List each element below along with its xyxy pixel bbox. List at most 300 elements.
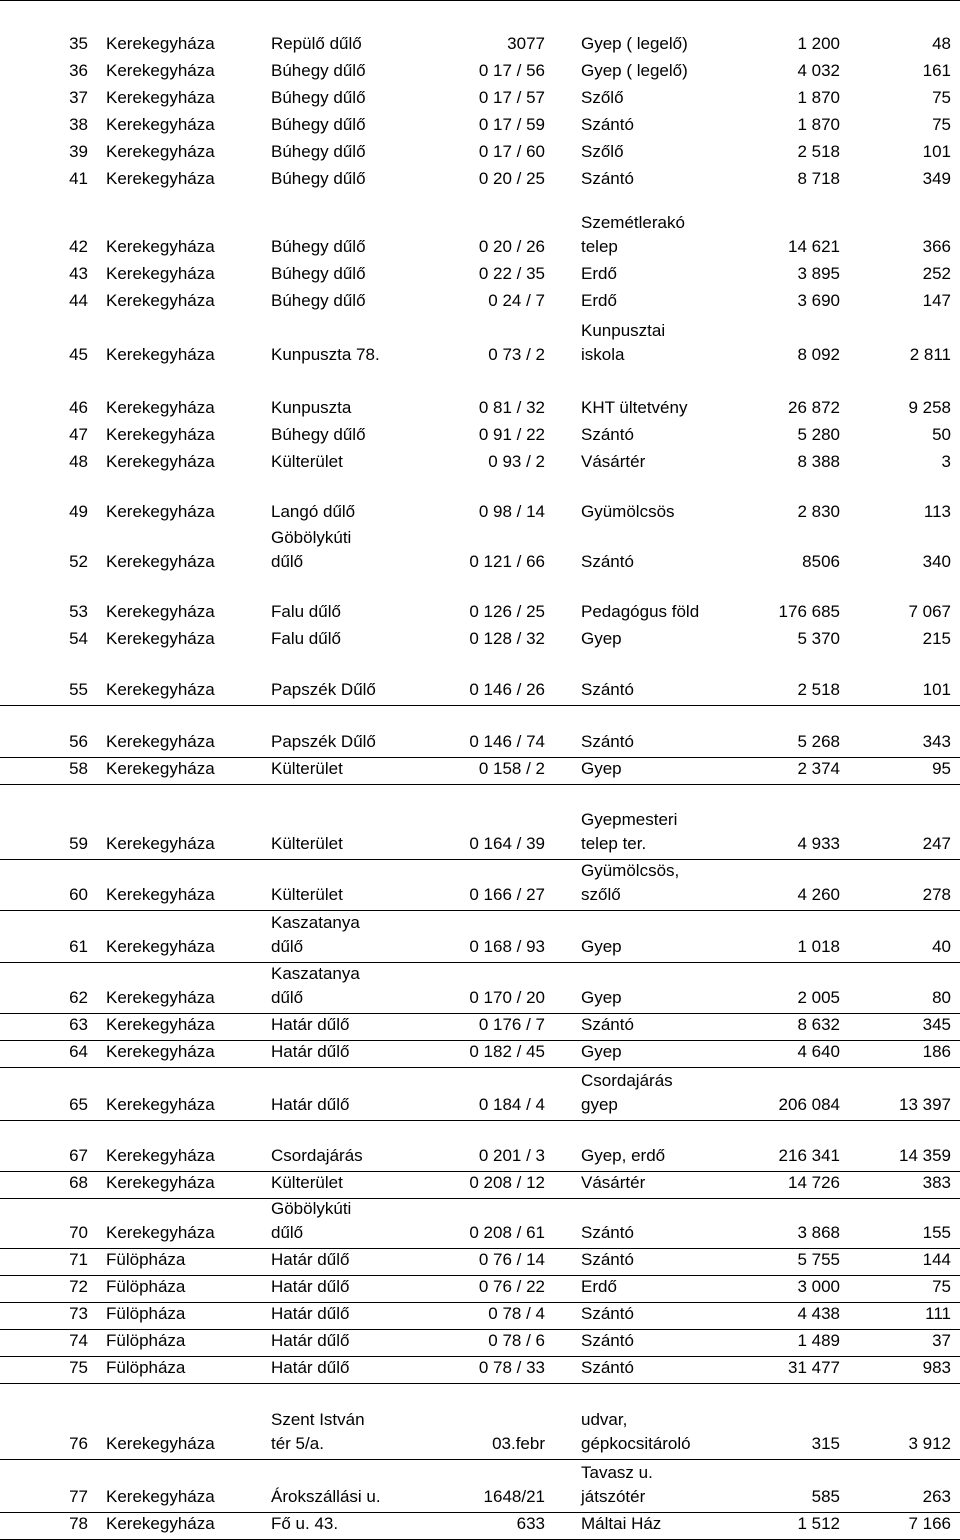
- cell-row-number: 56: [69, 732, 88, 751]
- cell-land-use: Tavasz u. játszótér: [581, 1463, 653, 1506]
- cell-location: Határ dűlő: [271, 1250, 350, 1269]
- cell-settlement: Kerekegyháza: [106, 88, 215, 107]
- cell-area: 2 518: [797, 142, 840, 161]
- cell-row-number: 38: [69, 115, 88, 134]
- cell-land-use: Gyümölcsös, szőlő: [581, 861, 680, 904]
- cell-row-number: 77: [69, 1487, 88, 1506]
- cell-row-number: 68: [69, 1173, 88, 1192]
- cell-parcel-number: 0 17 / 60: [478, 142, 545, 161]
- cell-location: Külterület: [271, 1173, 343, 1192]
- cell-land-use: Gyep ( legelő): [581, 61, 688, 80]
- cell-area: 4 438: [797, 1304, 840, 1323]
- cell-parcel-number: 0 158 / 2: [478, 759, 545, 778]
- cell-row-number: 35: [69, 34, 88, 53]
- table-row: [0, 1460, 960, 1513]
- cell-value: 7 166: [908, 1514, 951, 1533]
- cell-row-number: 61: [69, 937, 88, 956]
- cell-row-number: 71: [69, 1250, 88, 1269]
- cell-parcel-number: 0 76 / 22: [478, 1277, 545, 1296]
- cell-area: 585: [811, 1487, 840, 1506]
- cell-land-use: Szemétlerakó telep: [581, 213, 685, 256]
- cell-row-number: 59: [69, 834, 88, 853]
- table-row: [0, 59, 960, 86]
- cell-location: Határ dűlő: [271, 1277, 350, 1296]
- cell-settlement: Kerekegyháza: [106, 552, 215, 571]
- cell-area: 2 518: [797, 680, 840, 699]
- cell-location: Búhegy dűlő: [271, 264, 366, 283]
- cell-value: 113: [923, 502, 951, 521]
- cell-settlement: Kerekegyháza: [106, 680, 215, 699]
- cell-location: Kunpuszta 78.: [271, 345, 380, 364]
- cell-settlement: Kerekegyháza: [106, 1015, 215, 1034]
- cell-land-use: Gyep: [581, 629, 622, 648]
- cell-value: 983: [922, 1358, 951, 1377]
- cell-settlement: Kerekegyháza: [106, 1514, 215, 1533]
- cell-land-use: KHT ültetvény: [581, 398, 688, 417]
- cell-location: Fő u. 43.: [271, 1514, 339, 1533]
- table-row: [0, 911, 960, 963]
- cell-land-use: Gyep ( legelő): [581, 34, 688, 53]
- cell-area: 8 388: [797, 452, 840, 471]
- cell-location: Búhegy dűlő: [271, 142, 366, 161]
- table-row: [0, 654, 960, 706]
- cell-parcel-number: 0 17 / 59: [478, 115, 545, 134]
- cell-area: 5 755: [797, 1250, 840, 1269]
- cell-parcel-number: 0 78 / 6: [488, 1331, 545, 1350]
- cell-parcel-number: 0 17 / 57: [478, 88, 545, 107]
- cell-row-number: 78: [69, 1514, 88, 1533]
- cell-value: 9 258: [908, 398, 951, 417]
- cell-location: Göbölykúti dűlő: [271, 528, 352, 571]
- cell-location: Külterület: [271, 885, 343, 904]
- cell-settlement: Fülöpháza: [106, 1277, 186, 1296]
- cell-location: Langó dűlő: [271, 502, 356, 521]
- cell-settlement: Kerekegyháza: [106, 502, 215, 521]
- cell-land-use: Erdő: [581, 291, 617, 310]
- table-row: [0, 1330, 960, 1357]
- cell-value: 3 912: [908, 1434, 951, 1453]
- cell-area: 3 895: [797, 264, 840, 283]
- cell-value: 80: [932, 988, 951, 1007]
- cell-parcel-number: 0 17 / 56: [478, 61, 545, 80]
- cell-row-number: 43: [69, 264, 88, 283]
- cell-location: Külterület: [271, 452, 343, 471]
- cell-settlement: Fülöpháza: [106, 1304, 186, 1323]
- cell-settlement: Kerekegyháza: [106, 1487, 215, 1506]
- cell-row-number: 53: [69, 602, 88, 621]
- cell-land-use: Erdő: [581, 264, 617, 283]
- cell-location: Búhegy dűlő: [271, 88, 366, 107]
- cell-row-number: 47: [69, 425, 88, 444]
- table-row: [0, 113, 960, 140]
- cell-value: 40: [932, 937, 951, 956]
- cell-settlement: Kerekegyháza: [106, 629, 215, 648]
- cell-row-number: 62: [69, 988, 88, 1007]
- cell-settlement: Kerekegyháza: [106, 1173, 215, 1192]
- cell-land-use: Szántó: [581, 732, 634, 751]
- table-row: [0, 577, 960, 627]
- cell-land-use: Vásártér: [581, 1173, 646, 1192]
- cell-land-use: Szántó: [581, 1223, 634, 1242]
- table-row: [0, 1513, 960, 1540]
- cell-row-number: 39: [69, 142, 88, 161]
- cell-parcel-number: 0 81 / 32: [478, 398, 545, 417]
- cell-land-use: Szántó: [581, 1358, 634, 1377]
- cell-land-use: Szántó: [581, 115, 634, 134]
- cell-land-use: Szántó: [581, 169, 634, 188]
- cell-location: Határ dűlő: [271, 1304, 350, 1323]
- table-row: [0, 477, 960, 527]
- cell-parcel-number: 0 146 / 74: [469, 732, 545, 751]
- cell-location: Búhegy dűlő: [271, 115, 366, 134]
- cell-land-use: Szántó: [581, 1304, 634, 1323]
- cell-settlement: Kerekegyháza: [106, 34, 215, 53]
- cell-value: 144: [922, 1250, 951, 1269]
- cell-value: 95: [932, 759, 951, 778]
- table-row: [0, 86, 960, 113]
- cell-parcel-number: 0 126 / 25: [469, 602, 545, 621]
- cell-location: Kaszatanya dűlő: [271, 964, 360, 1007]
- cell-land-use: Kunpusztai iskola: [581, 321, 666, 364]
- cell-land-use: Gyep: [581, 937, 622, 956]
- cell-land-use: Máltai Ház: [581, 1514, 662, 1533]
- table-row: [0, 316, 960, 370]
- cell-settlement: Kerekegyháza: [106, 988, 215, 1007]
- cell-parcel-number: 0 73 / 2: [488, 345, 545, 364]
- cell-land-use: Gyepmesteri telep ter.: [581, 810, 678, 853]
- cell-row-number: 73: [69, 1304, 88, 1323]
- cell-value: 215: [922, 629, 951, 648]
- cell-parcel-number: 633: [516, 1514, 545, 1533]
- cell-area: 1 512: [797, 1514, 840, 1533]
- cell-land-use: Gyep, erdő: [581, 1146, 666, 1165]
- table-row: [0, 1303, 960, 1330]
- cell-location: Kaszatanya dűlő: [271, 913, 360, 956]
- cell-land-use: Erdő: [581, 1277, 617, 1296]
- cell-land-use: Gyep: [581, 1042, 622, 1061]
- cell-area: 8 632: [797, 1015, 840, 1034]
- cell-area: 5 268: [797, 732, 840, 751]
- table-row: [0, 167, 960, 194]
- cell-value: 161: [922, 61, 951, 80]
- cell-settlement: Kerekegyháza: [106, 1095, 215, 1114]
- cell-parcel-number: 0 121 / 66: [469, 552, 545, 571]
- cell-row-number: 46: [69, 398, 88, 417]
- cell-parcel-number: 0 170 / 20: [469, 988, 545, 1007]
- cell-location: Falu dűlő: [271, 629, 341, 648]
- cell-location: Határ dűlő: [271, 1331, 350, 1350]
- cell-row-number: 60: [69, 885, 88, 904]
- cell-land-use: Gyümölcsös: [581, 502, 675, 521]
- cell-location: Szent István tér 5/a.: [271, 1410, 365, 1453]
- cell-settlement: Kerekegyháza: [106, 61, 215, 80]
- cell-value: 3: [941, 452, 951, 471]
- cell-value: 75: [932, 1277, 951, 1296]
- cell-parcel-number: 0 166 / 27: [469, 885, 545, 904]
- cell-location: Külterület: [271, 759, 343, 778]
- cell-area: 3 690: [797, 291, 840, 310]
- cell-area: 3 868: [797, 1223, 840, 1242]
- cell-area: 1 489: [797, 1331, 840, 1350]
- cell-location: Falu dűlő: [271, 602, 341, 621]
- table-row: [0, 1041, 960, 1068]
- cell-land-use: Csordajárás gyep: [581, 1071, 673, 1114]
- cell-area: 1 870: [797, 115, 840, 134]
- cell-row-number: 48: [69, 452, 88, 471]
- cell-value: 147: [922, 291, 951, 310]
- cell-parcel-number: 0 98 / 14: [478, 502, 545, 521]
- cell-location: Határ dűlő: [271, 1042, 350, 1061]
- cell-value: 383: [922, 1173, 951, 1192]
- table-row: [0, 262, 960, 289]
- cell-settlement: Kerekegyháza: [106, 237, 215, 256]
- cell-location: Határ dűlő: [271, 1095, 350, 1114]
- table-row: [0, 785, 960, 860]
- cell-row-number: 64: [69, 1042, 88, 1061]
- cell-location: Papszék Dűlő: [271, 732, 376, 751]
- cell-value: 343: [922, 732, 951, 751]
- cell-parcel-number: 0 208 / 61: [469, 1223, 545, 1242]
- cell-settlement: Kerekegyháza: [106, 345, 215, 364]
- cell-land-use: Szántó: [581, 1331, 634, 1350]
- table-row: [0, 1276, 960, 1303]
- cell-area: 206 084: [778, 1095, 840, 1114]
- cell-area: 176 685: [778, 602, 840, 621]
- table-row: [0, 1199, 960, 1249]
- cell-value: 75: [932, 115, 951, 134]
- table-row: [0, 527, 960, 577]
- cell-land-use: Szántó: [581, 552, 634, 571]
- cell-area: 5 370: [797, 629, 840, 648]
- cell-value: 101: [922, 680, 951, 699]
- cell-row-number: 41: [69, 169, 88, 188]
- table-row: [0, 450, 960, 477]
- cell-area: 8506: [802, 552, 840, 571]
- cell-value: 75: [932, 88, 951, 107]
- cell-area: 1 870: [797, 88, 840, 107]
- cell-area: 5 280: [797, 425, 840, 444]
- cell-parcel-number: 0 201 / 3: [478, 1146, 545, 1165]
- table-row: [0, 1014, 960, 1041]
- cell-area: 26 872: [788, 398, 840, 417]
- cell-land-use: udvar, gépkocsitároló: [581, 1410, 691, 1453]
- cell-location: Búhegy dűlő: [271, 61, 366, 80]
- cell-parcel-number: 0 208 / 12: [469, 1173, 545, 1192]
- cell-land-use: Gyep: [581, 759, 622, 778]
- cell-value: 263: [922, 1487, 951, 1506]
- cell-parcel-number: 0 91 / 22: [478, 425, 545, 444]
- cell-value: 7 067: [908, 602, 951, 621]
- cell-location: Búhegy dűlő: [271, 425, 366, 444]
- cell-row-number: 75: [69, 1358, 88, 1377]
- cell-value: 2 811: [909, 345, 951, 364]
- cell-row-number: 63: [69, 1015, 88, 1034]
- cell-area: 4 640: [797, 1042, 840, 1061]
- cell-settlement: Kerekegyháza: [106, 1042, 215, 1061]
- cell-area: 31 477: [788, 1358, 840, 1377]
- cell-location: Búhegy dűlő: [271, 237, 366, 256]
- cell-area: 315: [811, 1434, 840, 1453]
- table-row: [0, 370, 960, 423]
- cell-value: 101: [922, 142, 951, 161]
- cell-parcel-number: 0 24 / 7: [488, 291, 545, 310]
- cell-parcel-number: 03.febr: [492, 1434, 545, 1453]
- cell-settlement: Kerekegyháza: [106, 291, 215, 310]
- cell-row-number: 67: [69, 1146, 88, 1165]
- cell-land-use: Szántó: [581, 1015, 634, 1034]
- cell-parcel-number: 0 93 / 2: [488, 452, 545, 471]
- cell-settlement: Kerekegyháza: [106, 452, 215, 471]
- cell-row-number: 49: [69, 502, 88, 521]
- cell-settlement: Kerekegyháza: [106, 425, 215, 444]
- cell-settlement: Kerekegyháza: [106, 169, 215, 188]
- cell-parcel-number: 0 20 / 25: [478, 169, 545, 188]
- cell-row-number: 55: [69, 680, 88, 699]
- cell-settlement: Kerekegyháza: [106, 264, 215, 283]
- cell-row-number: 54: [69, 629, 88, 648]
- cell-row-number: 52: [69, 552, 88, 571]
- cell-location: Búhegy dűlő: [271, 291, 366, 310]
- cell-settlement: Kerekegyháza: [106, 937, 215, 956]
- cell-value: 37: [932, 1331, 951, 1350]
- table-row: [0, 1121, 960, 1172]
- cell-settlement: Fülöpháza: [106, 1358, 186, 1377]
- table-row: [0, 140, 960, 167]
- cell-location: Árokszállási u.: [271, 1487, 381, 1506]
- cell-area: 2 005: [797, 988, 840, 1007]
- cell-row-number: 70: [69, 1223, 88, 1242]
- cell-parcel-number: 0 182 / 45: [469, 1042, 545, 1061]
- cell-parcel-number: 0 146 / 26: [469, 680, 545, 699]
- cell-land-use: Pedagógus föld: [581, 602, 700, 621]
- cell-location: Repülő dűlő: [271, 34, 362, 53]
- cell-area: 4 933: [797, 834, 840, 853]
- cell-settlement: Kerekegyháza: [106, 885, 215, 904]
- cell-location: Csordajárás: [271, 1146, 363, 1165]
- cell-settlement: Kerekegyháza: [106, 759, 215, 778]
- table-row: [0, 860, 960, 911]
- cell-value: 349: [922, 169, 951, 188]
- cell-area: 14 621: [788, 237, 840, 256]
- table-row: [0, 758, 960, 785]
- cell-parcel-number: 0 184 / 4: [478, 1095, 545, 1114]
- cell-location: Búhegy dűlő: [271, 169, 366, 188]
- cell-value: 340: [922, 552, 951, 571]
- cell-area: 216 341: [778, 1146, 840, 1165]
- cell-land-use: Szántó: [581, 680, 634, 699]
- cell-parcel-number: 0 164 / 39: [469, 834, 545, 853]
- cell-row-number: 45: [69, 345, 88, 364]
- table-row: [0, 627, 960, 654]
- table-row: [0, 1, 960, 59]
- cell-settlement: Kerekegyháza: [106, 1223, 215, 1242]
- cell-row-number: 74: [69, 1331, 88, 1350]
- cell-land-use: Szántó: [581, 1250, 634, 1269]
- cell-settlement: Kerekegyháza: [106, 398, 215, 417]
- cell-area: 1 200: [797, 34, 840, 53]
- cell-value: 186: [922, 1042, 951, 1061]
- cell-settlement: Fülöpháza: [106, 1331, 186, 1350]
- cell-value: 155: [922, 1223, 951, 1242]
- cell-row-number: 72: [69, 1277, 88, 1296]
- cell-parcel-number: 0 78 / 4: [488, 1304, 545, 1323]
- cell-value: 345: [922, 1015, 951, 1034]
- table-row: [0, 1068, 960, 1121]
- cell-location: Kunpuszta: [271, 398, 352, 417]
- cell-value: 48: [932, 34, 951, 53]
- cell-value: 50: [932, 425, 951, 444]
- cell-value: 366: [922, 237, 951, 256]
- cell-row-number: 36: [69, 61, 88, 80]
- cell-value: 111: [925, 1304, 951, 1323]
- cell-location: Külterület: [271, 834, 343, 853]
- table-row: [0, 706, 960, 758]
- table-row: [0, 1172, 960, 1199]
- cell-settlement: Kerekegyháza: [106, 115, 215, 134]
- cell-settlement: Kerekegyháza: [106, 142, 215, 161]
- table-row: [0, 1249, 960, 1276]
- cell-settlement: Kerekegyháza: [106, 1146, 215, 1165]
- cell-value: 252: [922, 264, 951, 283]
- cell-area: 8 092: [797, 345, 840, 364]
- cell-parcel-number: 0 176 / 7: [478, 1015, 545, 1034]
- cell-settlement: Kerekegyháza: [106, 1434, 215, 1453]
- table-row: [0, 194, 960, 262]
- cell-row-number: 76: [69, 1434, 88, 1453]
- cell-row-number: 58: [69, 759, 88, 778]
- cell-land-use: Szántó: [581, 425, 634, 444]
- cell-land-use: Szőlő: [581, 88, 624, 107]
- cell-parcel-number: 3077: [507, 34, 545, 53]
- table-row: [0, 1384, 960, 1460]
- cell-land-use: Gyep: [581, 988, 622, 1007]
- table-row: [0, 1357, 960, 1384]
- cell-parcel-number: 0 128 / 32: [469, 629, 545, 648]
- cell-row-number: 65: [69, 1095, 88, 1114]
- cell-value: 247: [922, 834, 951, 853]
- cell-area: 4 032: [797, 61, 840, 80]
- cell-row-number: 42: [69, 237, 88, 256]
- table-row: [0, 963, 960, 1014]
- cell-row-number: 44: [69, 291, 88, 310]
- cell-land-use: Vásártér: [581, 452, 646, 471]
- cell-row-number: 37: [69, 88, 88, 107]
- cell-settlement: Fülöpháza: [106, 1250, 186, 1269]
- cell-parcel-number: 1648/21: [483, 1487, 545, 1506]
- cell-location: Határ dűlő: [271, 1358, 350, 1377]
- cell-area: 2 830: [797, 502, 840, 521]
- cell-settlement: Kerekegyháza: [106, 732, 215, 751]
- cell-area: 2 374: [797, 759, 840, 778]
- table-row: [0, 289, 960, 316]
- cell-area: 3 000: [797, 1277, 840, 1296]
- cell-value: 14 359: [899, 1146, 951, 1165]
- table-row: [0, 423, 960, 450]
- cell-land-use: Szőlő: [581, 142, 624, 161]
- cell-location: Határ dűlő: [271, 1015, 350, 1034]
- cell-area: 8 718: [797, 169, 840, 188]
- cell-area: 4 260: [797, 885, 840, 904]
- cell-area: 14 726: [788, 1173, 840, 1192]
- cell-location: Papszék Dűlő: [271, 680, 376, 699]
- cell-parcel-number: 0 168 / 93: [469, 937, 545, 956]
- cell-parcel-number: 0 20 / 26: [478, 237, 545, 256]
- cell-value: 13 397: [899, 1095, 951, 1114]
- cell-area: 1 018: [797, 937, 840, 956]
- cell-parcel-number: 0 22 / 35: [478, 264, 545, 283]
- cell-settlement: Kerekegyháza: [106, 602, 215, 621]
- cell-location: Göbölykúti dűlő: [271, 1199, 352, 1242]
